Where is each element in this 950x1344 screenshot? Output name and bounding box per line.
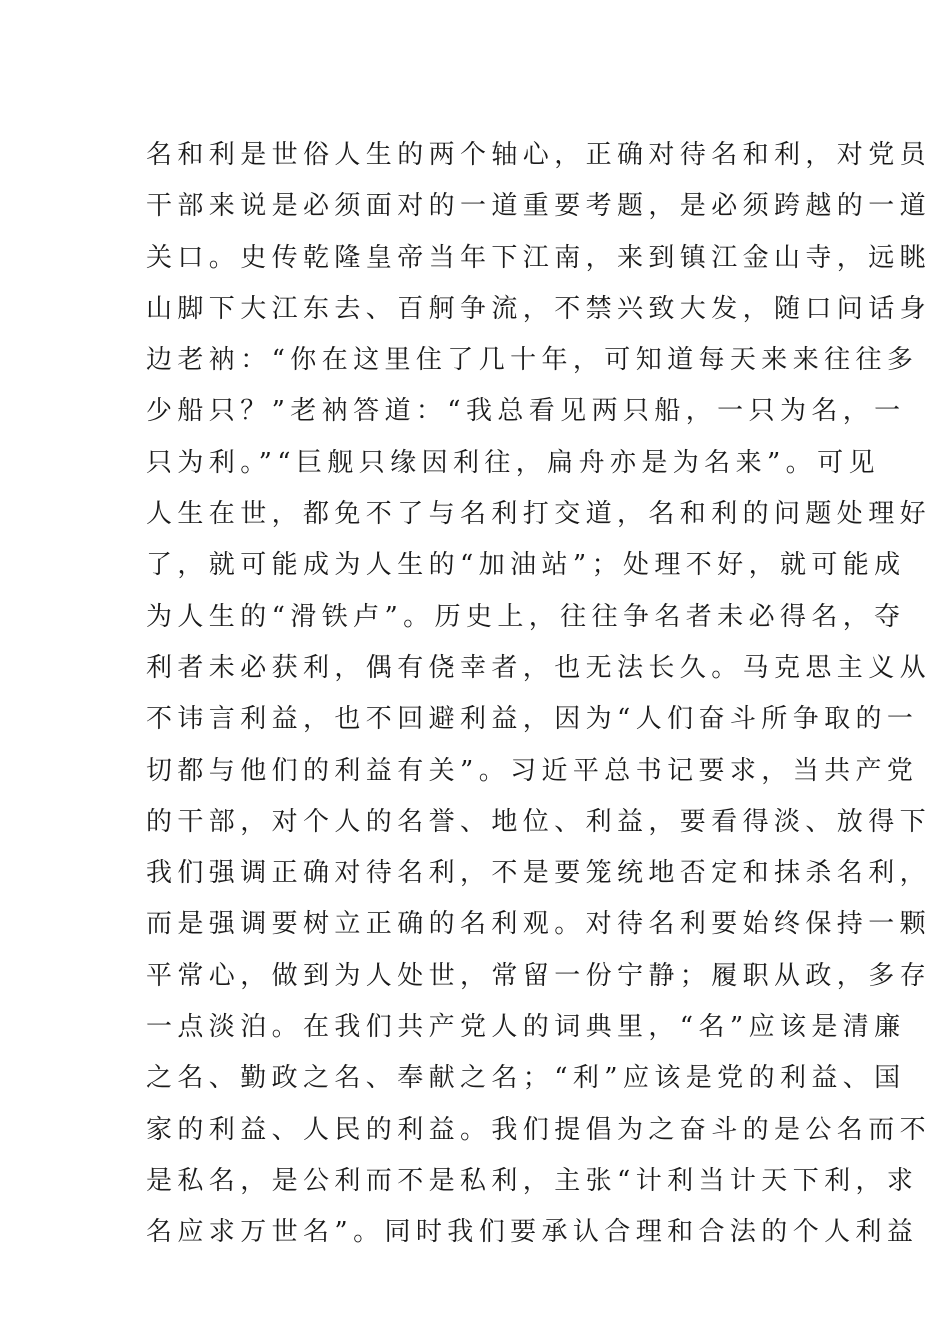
text-line: 的干部，对个人的名誉、地位、利益，要看得淡、放得下 bbox=[146, 806, 932, 837]
text-line: 关口。史传乾隆皇帝当年下江南，来到镇江金山寺，远眺 bbox=[146, 242, 932, 273]
text-line: 一点淡泊。在我们共产党人的词典里，“名”应该是清廉 bbox=[146, 1012, 906, 1043]
text-line: 干部来说是必须面对的一道重要考题，是必须跨越的一道 bbox=[146, 191, 932, 222]
text-line: 名应求万世名”。同时我们要承认合理和合法的个人利益 bbox=[146, 1217, 919, 1248]
text-line: 人生在世，都免不了与名利打交道，名和利的问题处理好 bbox=[146, 499, 932, 530]
text-line: 边老衲：“你在这里住了几十年，可知道每天来来往往多 bbox=[146, 345, 919, 376]
text-line: 名和利是世俗人生的两个轴心，正确对待名和利，对党员 bbox=[146, 140, 932, 170]
text-line: 了，就可能成为人生的“加油站”；处理不好，就可能成 bbox=[146, 550, 906, 581]
text-line: 是私名，是公利而不是私利，主张“计利当计天下利，求 bbox=[146, 1165, 919, 1196]
text-line: 平常心，做到为人处世，常留一份宁静；履职从政，多存 bbox=[146, 960, 932, 991]
text-line: 为人生的“滑铁卢”。历史上，往往争名者未必得名，夺 bbox=[146, 601, 906, 632]
text-line: 之名、勤政之名、奉献之名；“利”应该是党的利益、国 bbox=[146, 1063, 906, 1094]
text-line: 而是强调要树立正确的名利观。对待名利要始终保持一颗 bbox=[146, 909, 932, 940]
text-line: 只为利。”“巨舰只缘因利往，扁舟亦是为名来”。可见 bbox=[146, 447, 880, 478]
text-line: 少船只？”老衲答道：“我总看见两只船，一只为名，一 bbox=[146, 396, 906, 427]
text-line: 家的利益、人民的利益。我们提倡为之奋斗的是公名而不 bbox=[146, 1114, 932, 1145]
text-line: 我们强调正确对待名利，不是要笼统地否定和抹杀名利， bbox=[146, 858, 932, 889]
text-line: 利者未必获利，偶有侥幸者，也无法长久。马克思主义从 bbox=[146, 652, 932, 683]
text-line: 山脚下大江东去、百舸争流，不禁兴致大发，随口问话身 bbox=[146, 293, 932, 324]
body-text bbox=[146, 130, 932, 1259]
text-line: 切都与他们的利益有关”。习近平总书记要求，当共产党 bbox=[146, 755, 919, 786]
text-line: 不讳言利益，也不回避利益，因为“人们奋斗所争取的一 bbox=[146, 704, 919, 735]
